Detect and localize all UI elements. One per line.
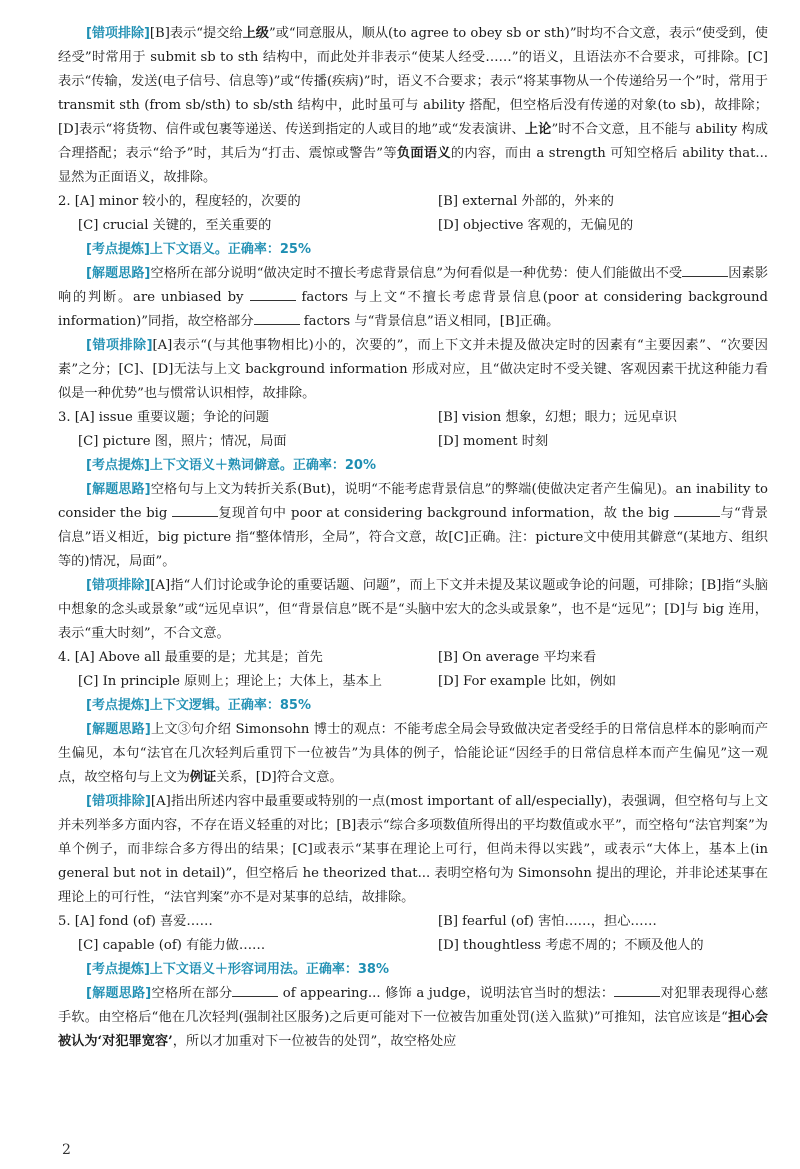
q5-options-row1 <box>58 910 768 934</box>
page-number: 2 <box>62 1142 71 1158</box>
cuoxiang-tag: [错项排除] <box>86 794 151 809</box>
q4-kaodian <box>58 694 768 718</box>
text: 空格所在部分说明“做决定时不擅长考虑背景信息”为何看似是一种优势：使人们能做出不受 <box>150 266 683 281</box>
text: factors 与“背景信息”语义相同，[B]正确。 <box>303 314 560 329</box>
text: 复现首句中 poor at considering background information，故 the big <box>217 506 670 521</box>
q4-option-c: [C] In principle 原则上；理论上；大体上，基本上 <box>78 674 382 689</box>
q3-options-row2 <box>58 430 768 454</box>
kaodian-text: 上下文语义＋形容词用法。正确率：38% <box>149 962 390 977</box>
q5-option-c: [C] capable (of) 有能力做…… <box>78 938 266 953</box>
text: 的内容，而由 a strength 可知空格后 ability that... 显然为正面语义，故排除。 <box>58 146 768 185</box>
bold-text: 负面语义 <box>396 146 451 161</box>
q5-kaodian <box>58 958 768 982</box>
bold-text: 例证 <box>189 770 217 785</box>
text: of appearing... 修饰 a judge，说明法官当时的想法： <box>282 986 615 1001</box>
q2-silu-paragraph <box>58 262 768 334</box>
q4-cuoxiang-paragraph <box>58 790 768 910</box>
silu-tag: [解题思路] <box>86 986 152 1001</box>
text: [A]指出所述内容中最重要或特别的一点(most important of all/especially)，表强调，但空格句与上文并未列举多方面内容，不存在语义轻重的对比；[B]表示“综合多项数值所得出的平均数值或水平”，而空格句“法官判案”为单个例子，而非综合多方得出的结果；[C]或表示“某事在理论上可行，但尚未得以实践”，或表示“大体上，基本上(in general but not in detail)”，但空格后 he theorized that... 表明空格句为 Simonsohn 提出的理论，并非论述某事在理论上的可行性，“法官判案”亦不是对某事的总结，故排除。 <box>58 794 769 905</box>
q2-options-row1 <box>58 190 768 214</box>
kaodian-text: 上下文逻辑。正确率：85% <box>149 698 312 713</box>
silu-tag: [解题思路] <box>86 722 151 737</box>
q1-cuoxiang-paragraph <box>58 22 768 190</box>
text: ”或“同意服从，顺从(to agree to obey sb or sth)”时均不合文意，表示“使受到，使经受”时常用于 submit sb to sth 结构中，而此处并非表示“使某人经受……”的语义，且语法亦不合要求，可排除。[C]表示“传输，发送(电子信号、信息等)”或“传播(疾病)”时，语义不合要求；表示“将某事物从一个传递给另一个”时，常用于 transmit sth (from sb/sth) to sb/sth 结构中，此时虽可与 ability 搭配，但空格后没有传递的对象(to sb)，故排除；[D]表示“将货物、信件或包裹等递送、传送到指定的人或目的地”或“发表演讲、 <box>58 26 768 137</box>
q4-options-row1 <box>58 646 768 670</box>
text: factors 与上文“不擅长考虑背景信息(poor at considering background information)”同指，故空格部分 <box>58 290 768 329</box>
blank-line <box>614 984 660 997</box>
q3-option-d: [D] moment 时刻 <box>438 434 549 449</box>
q3-option-b: [B] vision 想象，幻想；眼力；远见卓识 <box>438 410 677 425</box>
page-body <box>58 22 768 1054</box>
text: ”时不合文意，且不能与 ability 构成合理搭配；表示“给予”时，其后为“打击、震惊或警告”等 <box>58 122 768 161</box>
q3-option-a: 3. [A] issue 重要议题；争论的问题 <box>58 410 269 425</box>
cuoxiang-tag: [错项排除] <box>86 578 151 593</box>
kaodian-tag: [考点提炼] <box>86 242 150 257</box>
text: 对犯罪表现得心慈手软。由空格后“他在几次轻判(强制社区服务)之后更可能对下一位被告加重处罚(送入监狱)”可推知，法官应该是“ <box>58 986 769 1025</box>
q2-option-c: [C] crucial 关键的，至关重要的 <box>78 218 272 233</box>
cuoxiang-tag: [错项排除] <box>86 26 150 41</box>
bold-text: 上级 <box>242 26 269 41</box>
kaodian-tag: [考点提炼] <box>86 458 150 473</box>
text: [A]指“人们讨论或争论的重要话题、问题”，而上下文并未提及某议题或争论的问题，可排除；[B]指“头脑中想象的念头或景象”或“远见卓识”，但“背景信息”既不是“头脑中宏大的念头或景象”，也不是“远见”；[D]与 big 连用，表示“重大时刻”，不合文意。 <box>58 578 768 641</box>
q5-option-d: [D] thoughtless 考虑不周的；不顾及他人的 <box>438 938 704 953</box>
bold-text: 担心会被认为‘对犯罪宽容’ <box>58 1010 768 1049</box>
q4-option-d: [D] For example 比如，例如 <box>438 674 617 689</box>
q2-cuoxiang-paragraph <box>58 334 768 406</box>
q3-kaodian <box>58 454 768 478</box>
q3-options-row1 <box>58 406 768 430</box>
q4-silu-paragraph <box>58 718 768 790</box>
kaodian-text: 上下文语义＋熟词僻意。正确率：20% <box>149 458 377 473</box>
text: ，所以才加重对下一位被告的处罚”，故空格处应 <box>172 1034 457 1049</box>
q4-option-b: [B] On average 平均来看 <box>438 650 597 665</box>
q3-silu-paragraph <box>58 478 768 574</box>
kaodian-text: 上下文语义。正确率：25% <box>149 242 312 257</box>
q5-option-a: 5. [A] fond (of) 喜爱…… <box>58 914 213 929</box>
text: [B]表示“提交给 <box>149 26 243 41</box>
silu-tag: [解题思路] <box>86 266 151 281</box>
text: 上文③句介绍 Simonsohn 博士的观点：不能考虑全局会导致做决定者受经手的日常信息样本的影响而产生偏见，本句“法官在几次轻判后重罚下一位被告”为具体的例子，恰能论证“因经手的日常信息样本而产生偏见”这一观点，故空格句与上文为 <box>58 722 769 785</box>
q2-options-row2 <box>58 214 768 238</box>
bold-text: 上论 <box>524 122 552 137</box>
blank-line <box>250 288 296 301</box>
text: 因素影响的判断。are unbiased by <box>58 266 769 305</box>
text: 空格句与上文为转折关系(But)，说明“不能考虑背景信息”的弊端(使做决定者产生偏见)。an inability to consider the big <box>58 482 768 521</box>
cuoxiang-tag: [错项排除] <box>86 338 153 353</box>
q5-silu-paragraph <box>58 982 768 1054</box>
q3-cuoxiang-paragraph <box>58 574 768 646</box>
q4-option-a: 4. [A] Above all 最重要的是；尤其是；首先 <box>58 650 323 665</box>
silu-tag: [解题思路] <box>86 482 151 497</box>
q2-kaodian <box>58 238 768 262</box>
q5-option-b: [B] fearful (of) 害怕……，担心…… <box>438 914 657 929</box>
q2-option-d: [D] objective 客观的，无偏见的 <box>438 218 634 233</box>
kaodian-tag: [考点提炼] <box>86 962 150 977</box>
text: [A]表示“(与其他事物相比)小的，次要的”，而上下文并未提及做决定时的因素有“主要因素”、“次要因素”之分；[C]、[D]无法与上文 background information 形成对应，且“做决定时不受关键、客观因素干扰这种能力看似是一种优势”也与惯常认识相悖，故排除。 <box>58 338 768 401</box>
q4-options-row2 <box>58 670 768 694</box>
blank-line <box>682 264 728 277</box>
q2-option-a: 2. [A] minor 较小的，程度轻的，次要的 <box>58 194 301 209</box>
blank-line <box>674 504 720 517</box>
blank-line <box>232 984 278 997</box>
blank-line <box>254 312 300 325</box>
kaodian-tag: [考点提炼] <box>86 698 150 713</box>
text: 关系，[D]符合文意。 <box>216 770 343 785</box>
text: 与“背景信息”语义相近，big picture 指“整体情形，全局”，符合文意，故[C]正确。注：picture文中使用其僻意“(某地方、组织等的)情况，局面”。 <box>58 506 768 569</box>
q2-option-b: [B] external 外部的，外来的 <box>438 194 614 209</box>
text: 空格所在部分 <box>151 986 233 1001</box>
q3-option-c: [C] picture 图，照片；情况，局面 <box>78 434 287 449</box>
blank-line <box>172 504 218 517</box>
q5-options-row2 <box>58 934 768 958</box>
